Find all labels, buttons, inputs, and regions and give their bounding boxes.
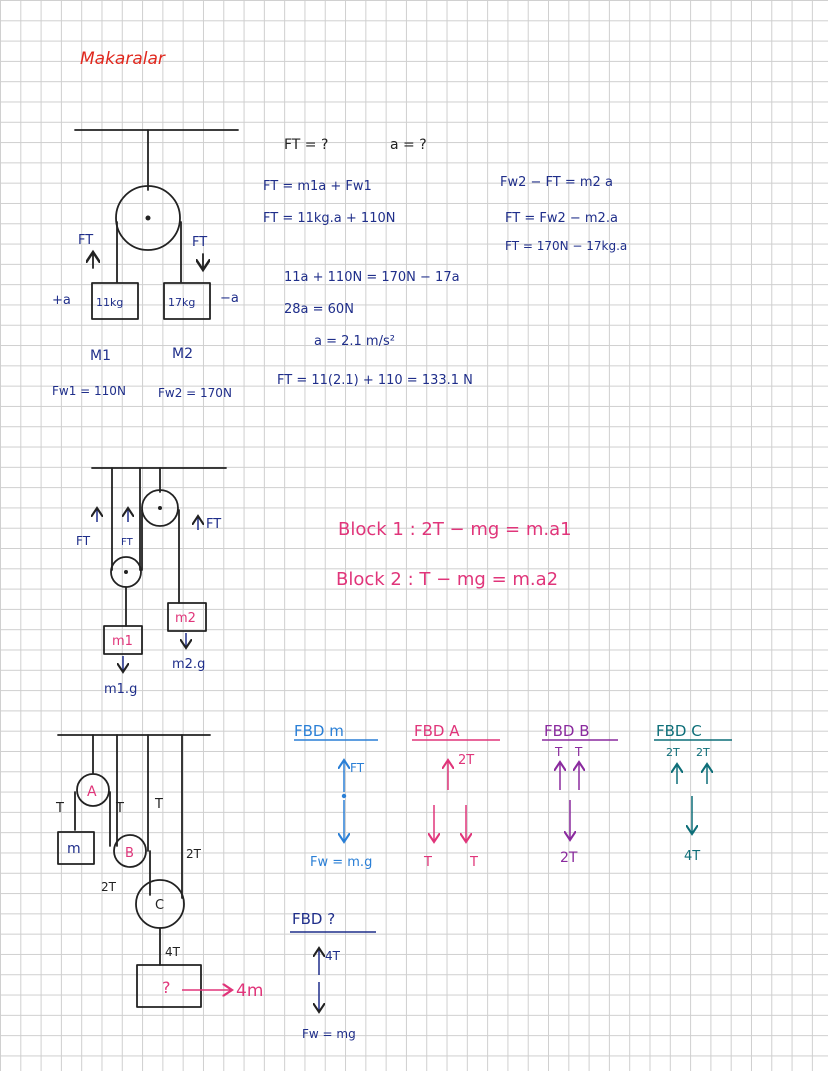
mass2-label: 17kg	[168, 296, 196, 309]
pulley-b-label: B	[125, 846, 134, 861]
fbd-m-down: Fw = m.g	[310, 855, 373, 870]
eq-right-3: FT = 170N − 17kg.a	[505, 239, 628, 253]
four-t-label: 4T	[165, 945, 180, 959]
fbd-m-up: FT	[350, 761, 365, 775]
fbd-c-title: FBD C	[656, 722, 702, 740]
eq-left-2: FT = 11kg.a + 110N	[263, 211, 396, 226]
fbd-b-title: FBD B	[544, 722, 590, 740]
fbd-c-down: 4T	[684, 849, 701, 864]
ft-label-2c: FT	[206, 517, 222, 532]
fw1-label: Fw1 = 110N	[52, 384, 126, 398]
ft-label-2b: FT	[121, 537, 133, 548]
block-m-label: m	[67, 841, 81, 857]
fbd-a-down2: T	[470, 855, 478, 870]
work-3: a = 2.1 m/s²	[314, 334, 395, 349]
eq-right-2: FT = Fw2 − m2.a	[505, 211, 618, 226]
ft-label-2a: FT	[76, 534, 91, 548]
unknown-a: a = ?	[390, 137, 427, 153]
fbd-c-up2: 2T	[696, 746, 710, 759]
eq-right-1: Fw2 − FT = m2 a	[500, 175, 613, 190]
fbd-b-down: 2T	[560, 850, 578, 866]
t-label-left: T	[56, 801, 64, 816]
fbd-b-up2: T	[575, 745, 583, 759]
fbd-a-up: 2T	[458, 753, 475, 768]
ft-label-right: FT	[192, 235, 208, 250]
m1-block-label: m1	[112, 634, 133, 649]
block2-equation: Block 2 : T − mg = m.a2	[336, 569, 559, 590]
minus-a-label: −a	[220, 291, 239, 306]
m1g-label: m1.g	[104, 682, 138, 697]
t-label-mid: T	[116, 801, 124, 816]
fbd-q-up: 4T	[325, 949, 340, 963]
t-label-right: T	[155, 797, 163, 812]
fbd-q-title: FBD ?	[292, 910, 336, 928]
m2-block-label: m2	[175, 611, 196, 626]
problem1-diagram	[75, 130, 238, 319]
eq-left-1: FT = m1a + Fw1	[263, 179, 372, 194]
work-1: 11a + 110N = 170N − 17a	[284, 270, 460, 285]
mass1-label: 11kg	[96, 296, 124, 309]
pulley-c-label: C	[155, 898, 165, 913]
m2-label: M2	[172, 346, 193, 362]
pulley-a-label: A	[87, 784, 97, 800]
block1-equation: Block 1 : 2T − mg = m.a1	[338, 519, 572, 540]
unknown-ft: FT = ?	[284, 137, 329, 153]
four-m-label: 4m	[236, 981, 264, 1001]
two-t-label-left: 2T	[101, 880, 116, 894]
fbd-a-down1: T	[424, 855, 432, 870]
fbd-m-title: FBD m	[294, 722, 344, 740]
m1-label: M1	[90, 348, 111, 364]
fbd-b-up1: T	[555, 745, 563, 759]
plus-a-label: +a	[52, 293, 71, 308]
fbd-a-title: FBD A	[414, 722, 460, 740]
fbd-q-down: Fw = mg	[302, 1027, 356, 1041]
m2g-label: m2.g	[172, 657, 206, 672]
fbd-c-up1: 2T	[666, 746, 680, 759]
work-2: 28a = 60N	[284, 302, 354, 317]
problem3-diagram	[58, 735, 232, 1007]
unknown-mass-label: ?	[162, 978, 171, 997]
fw2-label: Fw2 = 170N	[158, 386, 232, 400]
ft-label-left: FT	[78, 233, 94, 248]
page-title: Makaralar	[80, 49, 165, 69]
result-eq: FT = 11(2.1) + 110 = 133.1 N	[277, 373, 473, 388]
two-t-label-right: 2T	[186, 847, 201, 861]
